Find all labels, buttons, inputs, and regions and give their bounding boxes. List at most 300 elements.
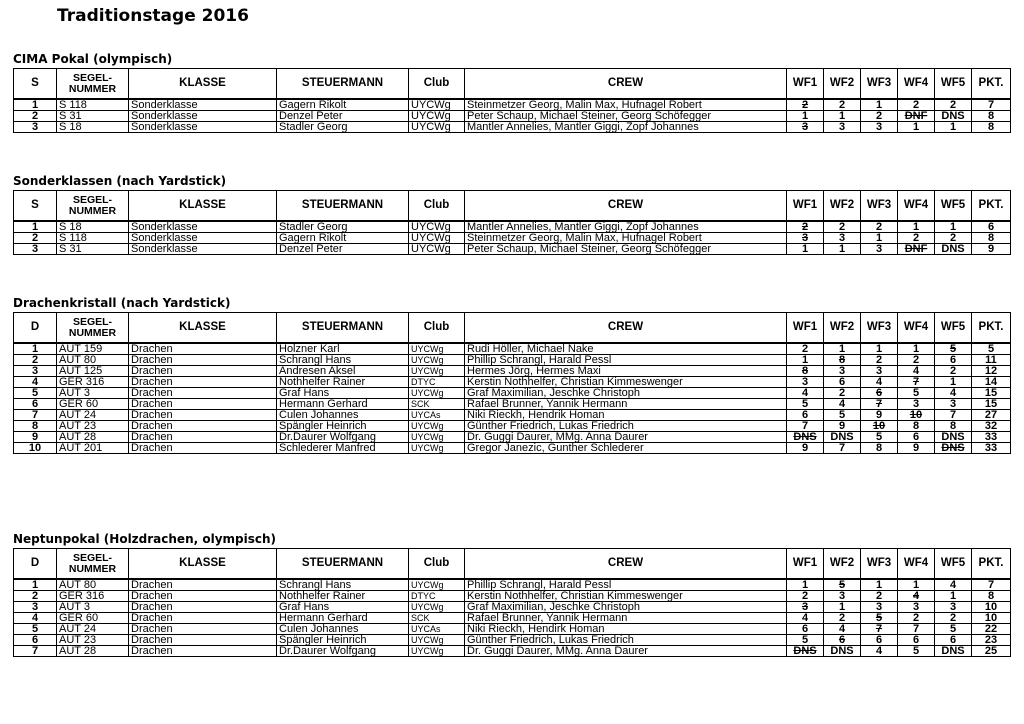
- wf3-cell: 3: [861, 244, 898, 255]
- wf1-cell: 7: [787, 421, 824, 432]
- wf5-cell: 2: [935, 233, 972, 244]
- wf5-cell: 8: [935, 421, 972, 432]
- position-cell: 4: [14, 377, 57, 388]
- position-cell: 3: [14, 122, 57, 133]
- steuermann-cell: Graf Hans: [277, 388, 409, 399]
- wf2-cell: DNS: [824, 646, 861, 657]
- column-header-crew: CREW: [465, 69, 787, 100]
- section-title: Drachenkristall (nach Yardstick): [13, 296, 231, 310]
- steuermann-cell: Nothhelfer Rainer: [277, 377, 409, 388]
- wf3-cell: 10: [861, 421, 898, 432]
- crew-cell: Rudi Höller, Michael Nake: [465, 343, 787, 355]
- position-cell: 4: [14, 613, 57, 624]
- wf5-cell: 4: [935, 388, 972, 399]
- wf2-cell: DNS: [824, 432, 861, 443]
- table-row: [14, 579, 1011, 591]
- column-header-klasse: KLASSE: [129, 69, 277, 100]
- wf5-cell: 2: [935, 99, 972, 111]
- wf4-cell: 4: [898, 366, 935, 377]
- column-header-wf1: WF1: [787, 69, 824, 100]
- section-title: Sonderklassen (nach Yardstick): [13, 174, 227, 188]
- wf4-cell: 3: [898, 602, 935, 613]
- column-header-wf3: WF3: [861, 69, 898, 100]
- wf5-cell: DNS: [935, 443, 972, 454]
- table-row: [14, 343, 1011, 355]
- wf4-cell: DNF: [898, 111, 935, 122]
- column-header-wf1: WF1: [787, 313, 824, 344]
- klasse-cell: Drachen: [129, 579, 277, 591]
- segelnummer-cell: GER 316: [57, 591, 129, 602]
- segelnummer-cell: AUT 80: [57, 579, 129, 591]
- column-header-wf5: WF5: [935, 549, 972, 580]
- klasse-cell: Drachen: [129, 624, 277, 635]
- column-header-steuermann: STEUERMANN: [277, 549, 409, 580]
- wf3-cell: 5: [861, 613, 898, 624]
- position-cell: 1: [14, 221, 57, 233]
- crew-cell: Graf Maximilian, Jeschke Christoph: [465, 388, 787, 399]
- klasse-cell: Drachen: [129, 602, 277, 613]
- table-row: [14, 122, 1011, 133]
- pkt-cell: 12: [972, 366, 1011, 377]
- page-title: Traditionstage 2016: [57, 6, 249, 26]
- crew-cell: Niki Rieckh, Hendirk Homan: [465, 624, 787, 635]
- table-row: [14, 366, 1011, 377]
- wf5-cell: 1: [935, 591, 972, 602]
- position-cell: 2: [14, 233, 57, 244]
- segelnummer-cell: AUT 3: [57, 388, 129, 399]
- wf3-cell: 2: [861, 111, 898, 122]
- wf4-cell: 2: [898, 99, 935, 111]
- steuermann-cell: Andresen Aksel: [277, 366, 409, 377]
- klasse-cell: Drachen: [129, 591, 277, 602]
- segelnummer-cell: AUT 28: [57, 432, 129, 443]
- section-title: CIMA Pokal (olympisch): [13, 52, 173, 66]
- segelnummer-cell: AUT 3: [57, 602, 129, 613]
- position-cell: 3: [14, 244, 57, 255]
- wf1-cell: 5: [787, 399, 824, 410]
- club-cell: DTYC: [409, 591, 465, 602]
- wf2-cell: 5: [824, 579, 861, 591]
- position-cell: 6: [14, 635, 57, 646]
- wf5-cell: 3: [935, 602, 972, 613]
- column-header-wf2: WF2: [824, 191, 861, 222]
- wf3-cell: 3: [861, 602, 898, 613]
- crew-cell: Rafael Brunner, Yannik Hermann: [465, 399, 787, 410]
- table-row: [14, 388, 1011, 399]
- table-row: [14, 635, 1011, 646]
- segelnummer-cell: AUT 24: [57, 410, 129, 421]
- column-header-pkt: PKT.: [972, 549, 1011, 580]
- table-row: [14, 221, 1011, 233]
- club-cell: UYCWg: [409, 421, 465, 432]
- wf3-cell: 2: [861, 591, 898, 602]
- steuermann-cell: Holzner Karl: [277, 343, 409, 355]
- wf3-cell: 3: [861, 366, 898, 377]
- table-row: [14, 432, 1011, 443]
- position-cell: 3: [14, 602, 57, 613]
- club-cell: UYCWg: [409, 366, 465, 377]
- wf1-cell: 1: [787, 244, 824, 255]
- wf1-cell: 8: [787, 366, 824, 377]
- pkt-cell: 8: [972, 111, 1011, 122]
- klasse-cell: Drachen: [129, 646, 277, 657]
- column-header-steuermann: STEUERMANN: [277, 69, 409, 100]
- steuermann-cell: Gagern Rikolt: [277, 233, 409, 244]
- wf5-cell: 1: [935, 221, 972, 233]
- column-header-wf5: WF5: [935, 69, 972, 100]
- klasse-cell: Sonderklasse: [129, 111, 277, 122]
- position-cell: 6: [14, 399, 57, 410]
- table-row: [14, 355, 1011, 366]
- wf5-cell: DNS: [935, 646, 972, 657]
- wf5-cell: 3: [935, 399, 972, 410]
- wf1-cell: 3: [787, 377, 824, 388]
- wf4-cell: 3: [898, 399, 935, 410]
- table-row: [14, 613, 1011, 624]
- wf4-cell: 7: [898, 624, 935, 635]
- klasse-cell: Drachen: [129, 366, 277, 377]
- segelnummer-cell: AUT 23: [57, 421, 129, 432]
- wf1-cell: 6: [787, 624, 824, 635]
- wf4-cell: 1: [898, 122, 935, 133]
- wf2-cell: 1: [824, 343, 861, 355]
- position-cell: 1: [14, 579, 57, 591]
- klasse-cell: Drachen: [129, 399, 277, 410]
- steuermann-cell: Denzel Peter: [277, 111, 409, 122]
- wf1-cell: DNS: [787, 432, 824, 443]
- section-title: Neptunpokal (Holzdrachen, olympisch): [13, 532, 277, 546]
- column-header-position: D: [14, 549, 57, 580]
- column-header-pkt: PKT.: [972, 191, 1011, 222]
- results-section: [13, 531, 1010, 657]
- wf4-cell: 1: [898, 343, 935, 355]
- club-cell: UYCWg: [409, 343, 465, 355]
- wf1-cell: 2: [787, 343, 824, 355]
- position-cell: 7: [14, 646, 57, 657]
- column-header-steuermann: STEUERMANN: [277, 191, 409, 222]
- wf1-cell: 5: [787, 635, 824, 646]
- column-header-club: Club: [409, 549, 465, 580]
- column-header-segelnummer: SEGEL- NUMMER: [57, 191, 129, 222]
- column-header-wf2: WF2: [824, 69, 861, 100]
- pkt-cell: 9: [972, 244, 1011, 255]
- wf1-cell: 9: [787, 443, 824, 454]
- results-table: [13, 548, 1011, 657]
- wf4-cell: 5: [898, 388, 935, 399]
- segelnummer-cell: GER 60: [57, 399, 129, 410]
- table-row: [14, 233, 1011, 244]
- pkt-cell: 7: [972, 99, 1011, 111]
- column-header-wf4: WF4: [898, 191, 935, 222]
- position-cell: 2: [14, 355, 57, 366]
- column-header-segelnummer: SEGEL- NUMMER: [57, 549, 129, 580]
- wf1-cell: 2: [787, 221, 824, 233]
- column-header-klasse: KLASSE: [129, 549, 277, 580]
- pkt-cell: 23: [972, 635, 1011, 646]
- steuermann-cell: Stadler Georg: [277, 221, 409, 233]
- column-header-wf1: WF1: [787, 549, 824, 580]
- crew-cell: Mantler Annelies, Mantler Giggi, Zopf Johannes: [465, 221, 787, 233]
- wf5-cell: 2: [935, 613, 972, 624]
- crew-cell: Günther Friedrich, Lukas Friedrich: [465, 635, 787, 646]
- klasse-cell: Drachen: [129, 388, 277, 399]
- column-header-klasse: KLASSE: [129, 313, 277, 344]
- crew-cell: Dr. Guggi Daurer, MMg. Anna Daurer: [465, 646, 787, 657]
- column-header-wf5: WF5: [935, 191, 972, 222]
- steuermann-cell: Spängler Heinrich: [277, 635, 409, 646]
- wf3-cell: 1: [861, 99, 898, 111]
- column-header-wf2: WF2: [824, 313, 861, 344]
- wf2-cell: 8: [824, 355, 861, 366]
- wf3-cell: 7: [861, 624, 898, 635]
- column-header-wf3: WF3: [861, 549, 898, 580]
- position-cell: 1: [14, 343, 57, 355]
- wf4-cell: DNF: [898, 244, 935, 255]
- wf4-cell: 1: [898, 579, 935, 591]
- table-row: [14, 421, 1011, 432]
- wf2-cell: 3: [824, 122, 861, 133]
- steuermann-cell: Dr.Daurer Wolfgang: [277, 432, 409, 443]
- club-cell: UYCWg: [409, 602, 465, 613]
- segelnummer-cell: AUT 201: [57, 443, 129, 454]
- column-header-segelnummer: SEGEL- NUMMER: [57, 313, 129, 344]
- steuermann-cell: Dr.Daurer Wolfgang: [277, 646, 409, 657]
- column-header-position: S: [14, 191, 57, 222]
- segelnummer-cell: AUT 23: [57, 635, 129, 646]
- column-header-wf4: WF4: [898, 549, 935, 580]
- pkt-cell: 10: [972, 602, 1011, 613]
- position-cell: 3: [14, 366, 57, 377]
- wf2-cell: 3: [824, 366, 861, 377]
- column-header-crew: CREW: [465, 549, 787, 580]
- segelnummer-cell: AUT 28: [57, 646, 129, 657]
- crew-cell: Kerstin Nothhelfer, Christian Kimmeswenger: [465, 377, 787, 388]
- club-cell: UYCWg: [409, 355, 465, 366]
- wf4-cell: 5: [898, 646, 935, 657]
- crew-cell: Rafael Brunner, Yannik Hermann: [465, 613, 787, 624]
- wf1-cell: 1: [787, 355, 824, 366]
- crew-cell: Gregor Janezic, Gunther Schlederer: [465, 443, 787, 454]
- klasse-cell: Drachen: [129, 421, 277, 432]
- wf2-cell: 2: [824, 613, 861, 624]
- wf4-cell: 2: [898, 355, 935, 366]
- klasse-cell: Sonderklasse: [129, 99, 277, 111]
- wf2-cell: 4: [824, 399, 861, 410]
- table-row: [14, 602, 1011, 613]
- column-header-club: Club: [409, 313, 465, 344]
- crew-cell: Phillip Schrangl, Harald Pessl: [465, 355, 787, 366]
- steuermann-cell: Denzel Peter: [277, 244, 409, 255]
- table-row: [14, 646, 1011, 657]
- pkt-cell: 6: [972, 221, 1011, 233]
- club-cell: UYCWg: [409, 122, 465, 133]
- club-cell: UYCAs: [409, 410, 465, 421]
- club-cell: UYCWg: [409, 579, 465, 591]
- klasse-cell: Drachen: [129, 635, 277, 646]
- wf5-cell: DNS: [935, 432, 972, 443]
- wf2-cell: 3: [824, 233, 861, 244]
- club-cell: DTYC: [409, 377, 465, 388]
- crew-cell: Peter Schaup, Michael Steiner, Georg Schöfegger: [465, 111, 787, 122]
- column-header-wf5: WF5: [935, 313, 972, 344]
- wf3-cell: 1: [861, 343, 898, 355]
- wf3-cell: 3: [861, 122, 898, 133]
- wf4-cell: 6: [898, 432, 935, 443]
- klasse-cell: Sonderklasse: [129, 221, 277, 233]
- column-header-club: Club: [409, 191, 465, 222]
- results-table: [13, 68, 1011, 133]
- steuermann-cell: Gagern Rikolt: [277, 99, 409, 111]
- segelnummer-cell: AUT 159: [57, 343, 129, 355]
- wf4-cell: 4: [898, 591, 935, 602]
- segelnummer-cell: S 18: [57, 221, 129, 233]
- wf3-cell: 5: [861, 432, 898, 443]
- wf2-cell: 2: [824, 221, 861, 233]
- pkt-cell: 27: [972, 410, 1011, 421]
- steuermann-cell: Culen Johannes: [277, 410, 409, 421]
- wf2-cell: 7: [824, 443, 861, 454]
- column-header-wf2: WF2: [824, 549, 861, 580]
- position-cell: 7: [14, 410, 57, 421]
- table-row: [14, 99, 1011, 111]
- wf4-cell: 8: [898, 421, 935, 432]
- crew-cell: Hermes Jörg, Hermes Maxi: [465, 366, 787, 377]
- klasse-cell: Sonderklasse: [129, 122, 277, 133]
- pkt-cell: 8: [972, 591, 1011, 602]
- wf2-cell: 4: [824, 624, 861, 635]
- pkt-cell: 22: [972, 624, 1011, 635]
- klasse-cell: Drachen: [129, 410, 277, 421]
- steuermann-cell: Spängler Heinrich: [277, 421, 409, 432]
- wf3-cell: 7: [861, 399, 898, 410]
- steuermann-cell: Culen Johannes: [277, 624, 409, 635]
- table-row: [14, 244, 1011, 255]
- steuermann-cell: Schlederer Manfred: [277, 443, 409, 454]
- klasse-cell: Sonderklasse: [129, 233, 277, 244]
- wf2-cell: 9: [824, 421, 861, 432]
- wf3-cell: 8: [861, 443, 898, 454]
- wf4-cell: 6: [898, 635, 935, 646]
- steuermann-cell: Hermann Gerhard: [277, 613, 409, 624]
- wf5-cell: 1: [935, 122, 972, 133]
- wf4-cell: 7: [898, 377, 935, 388]
- wf3-cell: 4: [861, 377, 898, 388]
- segelnummer-cell: S 31: [57, 111, 129, 122]
- wf5-cell: 5: [935, 624, 972, 635]
- klasse-cell: Drachen: [129, 343, 277, 355]
- pkt-cell: 10: [972, 613, 1011, 624]
- segelnummer-cell: S 31: [57, 244, 129, 255]
- wf3-cell: 6: [861, 388, 898, 399]
- steuermann-cell: Stadler Georg: [277, 122, 409, 133]
- wf1-cell: 1: [787, 111, 824, 122]
- klasse-cell: Drachen: [129, 443, 277, 454]
- wf4-cell: 2: [898, 613, 935, 624]
- wf1-cell: 6: [787, 410, 824, 421]
- wf1-cell: 3: [787, 233, 824, 244]
- results-table: [13, 312, 1011, 454]
- pkt-cell: 11: [972, 355, 1011, 366]
- column-header-wf3: WF3: [861, 191, 898, 222]
- pkt-cell: 33: [972, 432, 1011, 443]
- wf1-cell: 4: [787, 613, 824, 624]
- wf3-cell: 6: [861, 635, 898, 646]
- wf3-cell: 4: [861, 646, 898, 657]
- table-row: [14, 410, 1011, 421]
- pkt-cell: 15: [972, 388, 1011, 399]
- wf5-cell: 7: [935, 410, 972, 421]
- pkt-cell: 7: [972, 579, 1011, 591]
- club-cell: UYCWg: [409, 233, 465, 244]
- crew-cell: Kerstin Nothhelfer, Christian Kimmeswenger: [465, 591, 787, 602]
- wf3-cell: 2: [861, 221, 898, 233]
- wf4-cell: 10: [898, 410, 935, 421]
- position-cell: 1: [14, 99, 57, 111]
- crew-cell: Phillip Schrangl, Harald Pessl: [465, 579, 787, 591]
- crew-cell: Graf Maximilian, Jeschke Christoph: [465, 602, 787, 613]
- pkt-cell: 14: [972, 377, 1011, 388]
- crew-cell: Mantler Annelies, Mantler Giggi, Zopf Johannes: [465, 122, 787, 133]
- club-cell: UYCAs: [409, 624, 465, 635]
- column-header-steuermann: STEUERMANN: [277, 313, 409, 344]
- table-row: [14, 399, 1011, 410]
- table-row: [14, 377, 1011, 388]
- wf1-cell: 3: [787, 602, 824, 613]
- column-header-wf3: WF3: [861, 313, 898, 344]
- klasse-cell: Drachen: [129, 613, 277, 624]
- pkt-cell: 8: [972, 122, 1011, 133]
- column-header-pkt: PKT.: [972, 313, 1011, 344]
- position-cell: 5: [14, 624, 57, 635]
- table-row: [14, 443, 1011, 454]
- steuermann-cell: Schrangl Hans: [277, 355, 409, 366]
- wf2-cell: 2: [824, 99, 861, 111]
- crew-cell: Steinmetzer Georg, Malin Max, Hufnagel Robert: [465, 233, 787, 244]
- wf1-cell: 3: [787, 122, 824, 133]
- wf5-cell: 5: [935, 343, 972, 355]
- wf2-cell: 1: [824, 602, 861, 613]
- segelnummer-cell: GER 316: [57, 377, 129, 388]
- crew-cell: Steinmetzer Georg, Malin Max, Hufnagel Robert: [465, 99, 787, 111]
- crew-cell: Niki Rieckh, Hendrik Homan: [465, 410, 787, 421]
- pkt-cell: 15: [972, 399, 1011, 410]
- results-section: [13, 51, 1010, 133]
- wf2-cell: 6: [824, 635, 861, 646]
- wf2-cell: 5: [824, 410, 861, 421]
- steuermann-cell: Graf Hans: [277, 602, 409, 613]
- club-cell: SCK: [409, 613, 465, 624]
- wf2-cell: 2: [824, 388, 861, 399]
- wf5-cell: 2: [935, 366, 972, 377]
- wf1-cell: 2: [787, 591, 824, 602]
- wf2-cell: 3: [824, 591, 861, 602]
- klasse-cell: Sonderklasse: [129, 244, 277, 255]
- position-cell: 10: [14, 443, 57, 454]
- steuermann-cell: Schrangl Hans: [277, 579, 409, 591]
- position-cell: 5: [14, 388, 57, 399]
- wf3-cell: 2: [861, 355, 898, 366]
- wf5-cell: 6: [935, 355, 972, 366]
- wf2-cell: 6: [824, 377, 861, 388]
- steuermann-cell: Nothhelfer Rainer: [277, 591, 409, 602]
- club-cell: UYCWg: [409, 99, 465, 111]
- results-table: [13, 190, 1011, 255]
- wf1-cell: 2: [787, 99, 824, 111]
- klasse-cell: Drachen: [129, 355, 277, 366]
- club-cell: UYCWg: [409, 388, 465, 399]
- position-cell: 2: [14, 111, 57, 122]
- steuermann-cell: Hermann Gerhard: [277, 399, 409, 410]
